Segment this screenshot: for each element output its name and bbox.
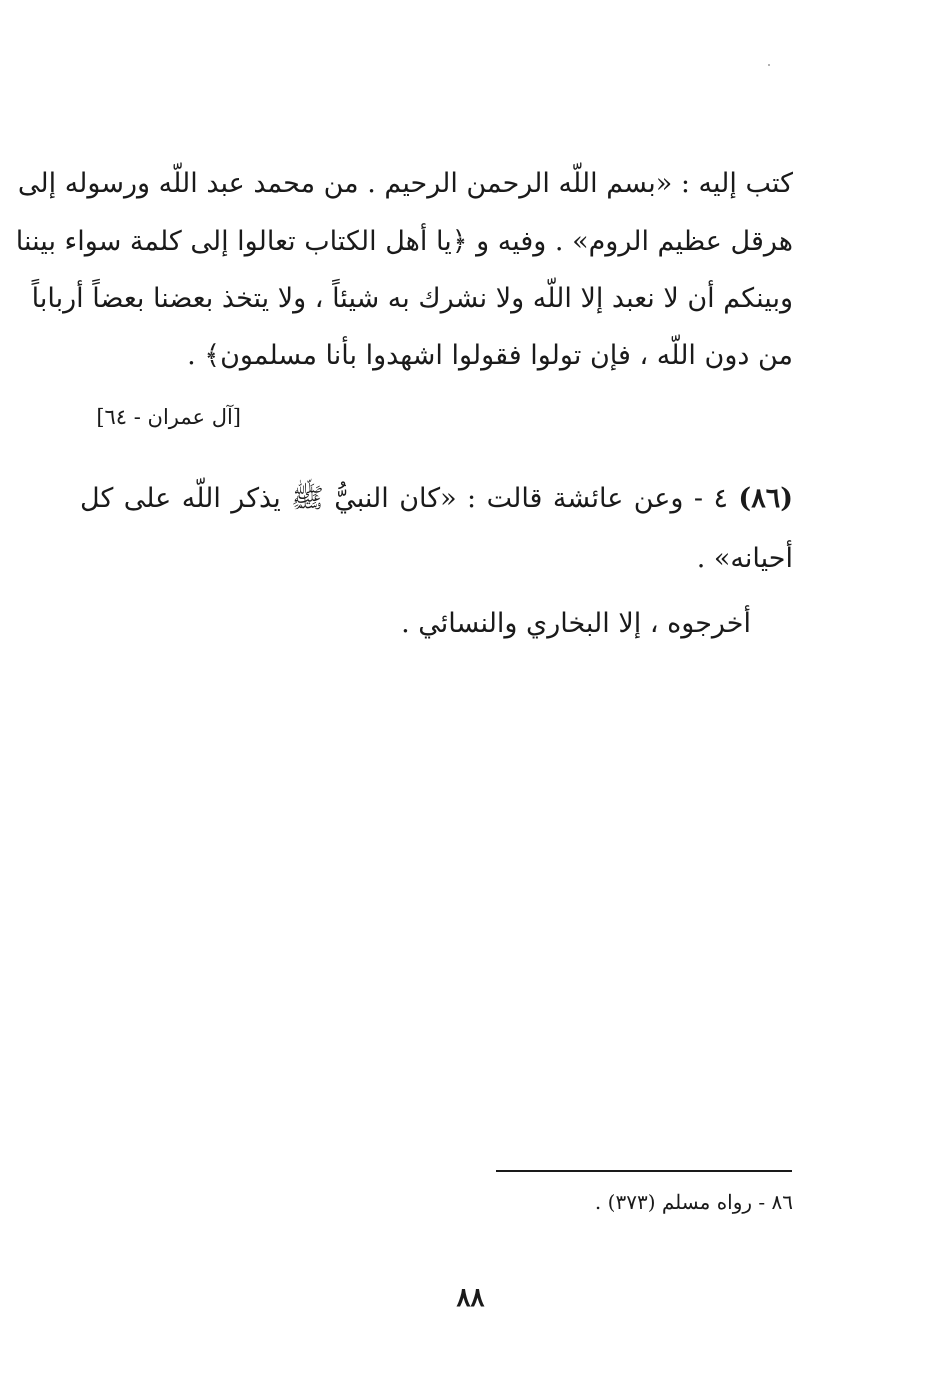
takhrij-note: أخرجوه ، إلا البخاري والنسائي . <box>401 608 751 639</box>
paragraph-line-4: من دون اللّه ، فإن تولوا فقولوا اشهدوا بأنا مسلمون﴾ . <box>187 340 793 371</box>
page-number: ٨٨ <box>456 1283 485 1313</box>
hadith-line-2: أحيانه» . <box>696 543 793 574</box>
hadith-line-1 <box>80 485 793 512</box>
hadith-number: (٨٦) <box>738 483 793 514</box>
paragraph-line-3: وبينكم أن لا نعبد إلا اللّه ولا نشرك به شيئاً ، ولا يتخذ بعضنا بعضاً أرباباً <box>31 283 793 314</box>
footnote-separator <box>496 1170 792 1172</box>
footnote-text: ٨٦ - رواه مسلم (٣٧٣) . <box>594 1190 793 1214</box>
paragraph-line-1: كتب إليه : «بسم اللّه الرحمن الرحيم . من محمد عبد اللّه ورسوله إلى <box>17 168 793 199</box>
scan-speck <box>768 64 770 66</box>
quran-citation: [آل عمران - ٦٤] <box>96 405 241 429</box>
paragraph-line-2: هرقل عظيم الروم» . وفيه و ﴿يا أهل الكتاب تعالوا إلى كلمة سواء بيننا <box>15 226 793 257</box>
hadith-text: ٤ - وعن عائشة قالت : «كان النبيُّ ﷺ يذكر اللّه على كل <box>80 483 728 514</box>
